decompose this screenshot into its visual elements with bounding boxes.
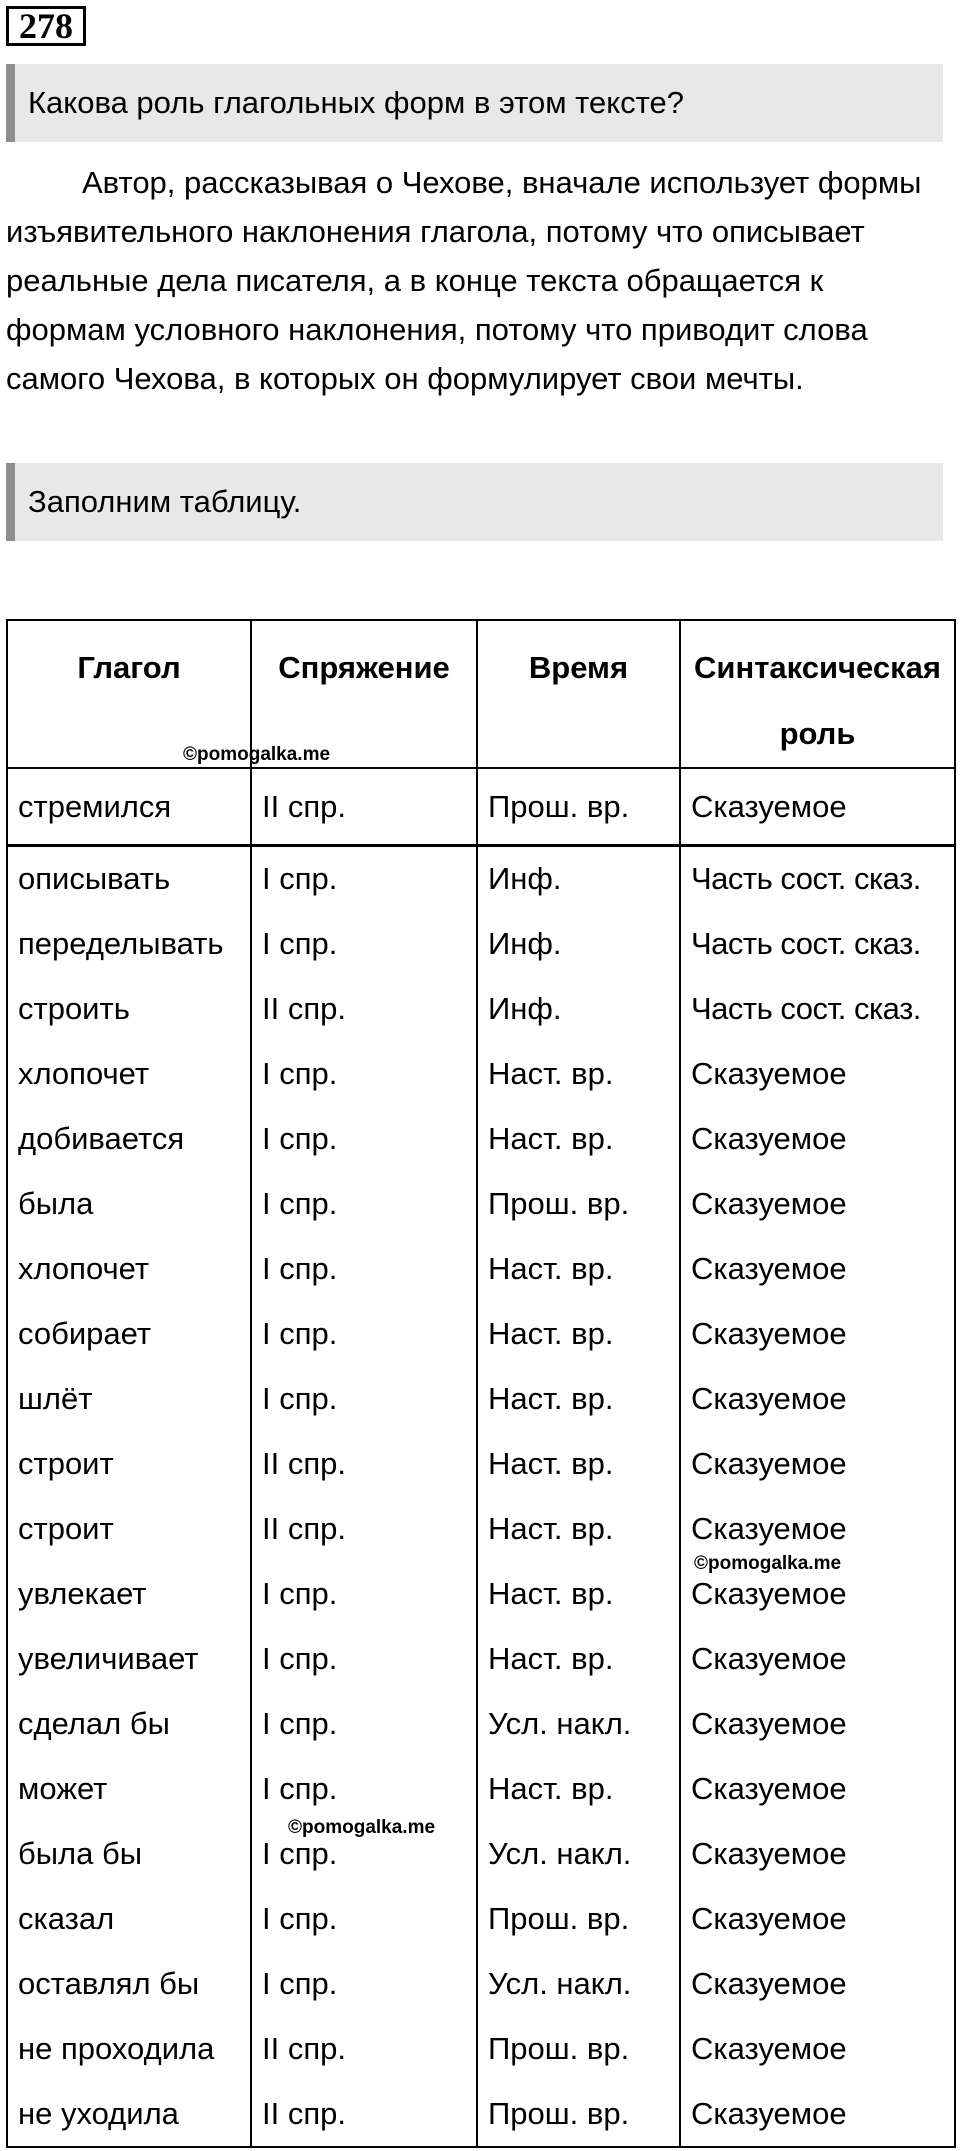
cell-verb: была бы [7, 1821, 251, 1886]
cell-tense: Наст. вр. [477, 1236, 680, 1301]
cell-verb: увлекает [7, 1561, 251, 1626]
cell-verb: добивается [7, 1106, 251, 1171]
cell-conjugation: II спр. [251, 976, 477, 1041]
table-row [7, 1951, 955, 2016]
table-row [7, 911, 955, 976]
table-row [7, 1301, 955, 1366]
cell-role: Сказуемое [680, 1366, 955, 1431]
cell-tense: Прош. вр. [477, 1886, 680, 1951]
cell-conjugation: I спр. [251, 845, 477, 911]
cell-conjugation: I спр. [251, 1691, 477, 1756]
cell-role: Сказуемое [680, 1821, 955, 1886]
table-row [7, 1236, 955, 1301]
cell-conjugation: II спр. [251, 768, 477, 846]
cell-tense: Инф. [477, 976, 680, 1041]
table-row [7, 2081, 955, 2147]
cell-tense: Усл. накл. [477, 1821, 680, 1886]
cell-role: Сказуемое [680, 1496, 955, 1561]
header-row [7, 620, 955, 768]
cell-conjugation: II спр. [251, 2081, 477, 2147]
verb-table [6, 844, 956, 2148]
cell-role: Сказуемое [680, 1886, 955, 1951]
table-row [7, 1366, 955, 1431]
cell-verb: шлёт [7, 1366, 251, 1431]
cell-conjugation: II спр. [251, 1496, 477, 1561]
cell-tense: Прош. вр. [477, 1171, 680, 1236]
cell-verb: хлопочет [7, 1041, 251, 1106]
cell-role: Сказуемое [680, 1301, 955, 1366]
cell-tense: Наст. вр. [477, 1106, 680, 1171]
cell-tense: Наст. вр. [477, 1041, 680, 1106]
table-row [7, 1756, 955, 1821]
answer-paragraph: Автор, рассказывая о Чехове, вначале использует формы изъявительного наклонения глагола, потому что описывает реальные дела писателя, а в конце текста обращается к формам условного наклонения, потому что приводит слова самого Чехова, в которых он формулирует свои мечты. [6, 165, 922, 396]
cell-role: Сказуемое [680, 2081, 955, 2147]
header-tense: Время [477, 620, 680, 768]
table-row [7, 1821, 955, 1886]
table-row [7, 845, 955, 911]
table-row [7, 1496, 955, 1561]
cell-tense: Наст. вр. [477, 1561, 680, 1626]
cell-role: Сказуемое [680, 1756, 955, 1821]
table-row [7, 1691, 955, 1756]
cell-conjugation: I спр. [251, 1951, 477, 2016]
cell-tense: Инф. [477, 911, 680, 976]
cell-verb: хлопочет [7, 1236, 251, 1301]
cell-verb: переделывать [7, 911, 251, 976]
table-row [7, 1626, 955, 1691]
cell-conjugation: I спр. [251, 1236, 477, 1301]
cell-conjugation: II спр. [251, 1431, 477, 1496]
cell-tense: Прош. вр. [477, 2016, 680, 2081]
cell-verb: не проходила [7, 2016, 251, 2081]
cell-role: Сказуемое [680, 1171, 955, 1236]
cell-conjugation: I спр. [251, 1756, 477, 1821]
cell-tense: Усл. накл. [477, 1951, 680, 2016]
watermark: ©pomogalka.me [183, 744, 331, 765]
cell-verb: не уходила [7, 2081, 251, 2147]
cell-role: Сказуемое [680, 1041, 955, 1106]
cell-role: Сказуемое [680, 768, 955, 846]
watermark: ©pomogalka.me [288, 1817, 436, 1838]
cell-tense: Наст. вр. [477, 1626, 680, 1691]
cell-role: Сказуемое [680, 1431, 955, 1496]
cell-tense: Прош. вр. [477, 768, 680, 846]
cell-conjugation: II спр. [251, 2016, 477, 2081]
cell-conjugation: I спр. [251, 911, 477, 976]
cell-conjugation: I спр. [251, 1106, 477, 1171]
cell-verb: строить [7, 976, 251, 1041]
cell-role: Сказуемое [680, 1236, 955, 1301]
header-conjugation: Спряжение [251, 620, 477, 768]
cell-role: Часть сост. сказ. [680, 976, 955, 1041]
verb-table-header [6, 619, 956, 847]
cell-verb: увеличивает [7, 1626, 251, 1691]
cell-verb: сделал бы [7, 1691, 251, 1756]
cell-conjugation: I спр. [251, 1171, 477, 1236]
header-syntactic-role: Синтаксическая роль [680, 620, 955, 768]
table-row [7, 1041, 955, 1106]
cell-conjugation: I спр. [251, 1301, 477, 1366]
header-verb: Глагол [7, 620, 251, 768]
cell-verb: оставлял бы [7, 1951, 251, 2016]
cell-tense: Наст. вр. [477, 1301, 680, 1366]
table-row [7, 1886, 955, 1951]
cell-verb: сказал [7, 1886, 251, 1951]
cell-verb: описывать [7, 845, 251, 911]
cell-verb: строит [7, 1496, 251, 1561]
cell-tense: Усл. накл. [477, 1691, 680, 1756]
cell-role: Часть сост. сказ. [680, 845, 955, 911]
cell-tense: Наст. вр. [477, 1756, 680, 1821]
cell-role: Сказуемое [680, 1691, 955, 1756]
cell-verb: стремился [7, 768, 251, 846]
table-row [7, 1431, 955, 1496]
cell-tense: Наст. вр. [477, 1366, 680, 1431]
cell-tense: Наст. вр. [477, 1431, 680, 1496]
cell-conjugation: I спр. [251, 1626, 477, 1691]
table-row [7, 768, 955, 846]
cell-verb: была [7, 1171, 251, 1236]
table-row [7, 1106, 955, 1171]
question-heading: Какова роль глагольных форм в этом тексте? [6, 64, 943, 142]
watermark: ©pomogalka.me [694, 1553, 842, 1574]
task-heading: Заполним таблицу. [6, 463, 943, 541]
cell-role: Сказуемое [680, 1561, 955, 1626]
exercise-number: 278 [6, 6, 86, 46]
cell-role: Часть сост. сказ. [680, 911, 955, 976]
table-row [7, 1171, 955, 1236]
cell-conjugation: I спр. [251, 1041, 477, 1106]
cell-verb: может [7, 1756, 251, 1821]
cell-conjugation: I спр. [251, 1886, 477, 1951]
table-row [7, 2016, 955, 2081]
cell-tense: Наст. вр. [477, 1496, 680, 1561]
cell-conjugation: I спр. [251, 1561, 477, 1626]
cell-tense: Инф. [477, 845, 680, 911]
cell-tense: Прош. вр. [477, 2081, 680, 2147]
cell-role: Сказуемое [680, 1106, 955, 1171]
cell-role: Сказуемое [680, 1626, 955, 1691]
cell-conjugation: I спр. [251, 1821, 477, 1886]
cell-role: Сказуемое [680, 2016, 955, 2081]
cell-conjugation: I спр. [251, 1366, 477, 1431]
table-row [7, 976, 955, 1041]
cell-verb: собирает [7, 1301, 251, 1366]
cell-role: Сказуемое [680, 1951, 955, 2016]
cell-verb: строит [7, 1431, 251, 1496]
